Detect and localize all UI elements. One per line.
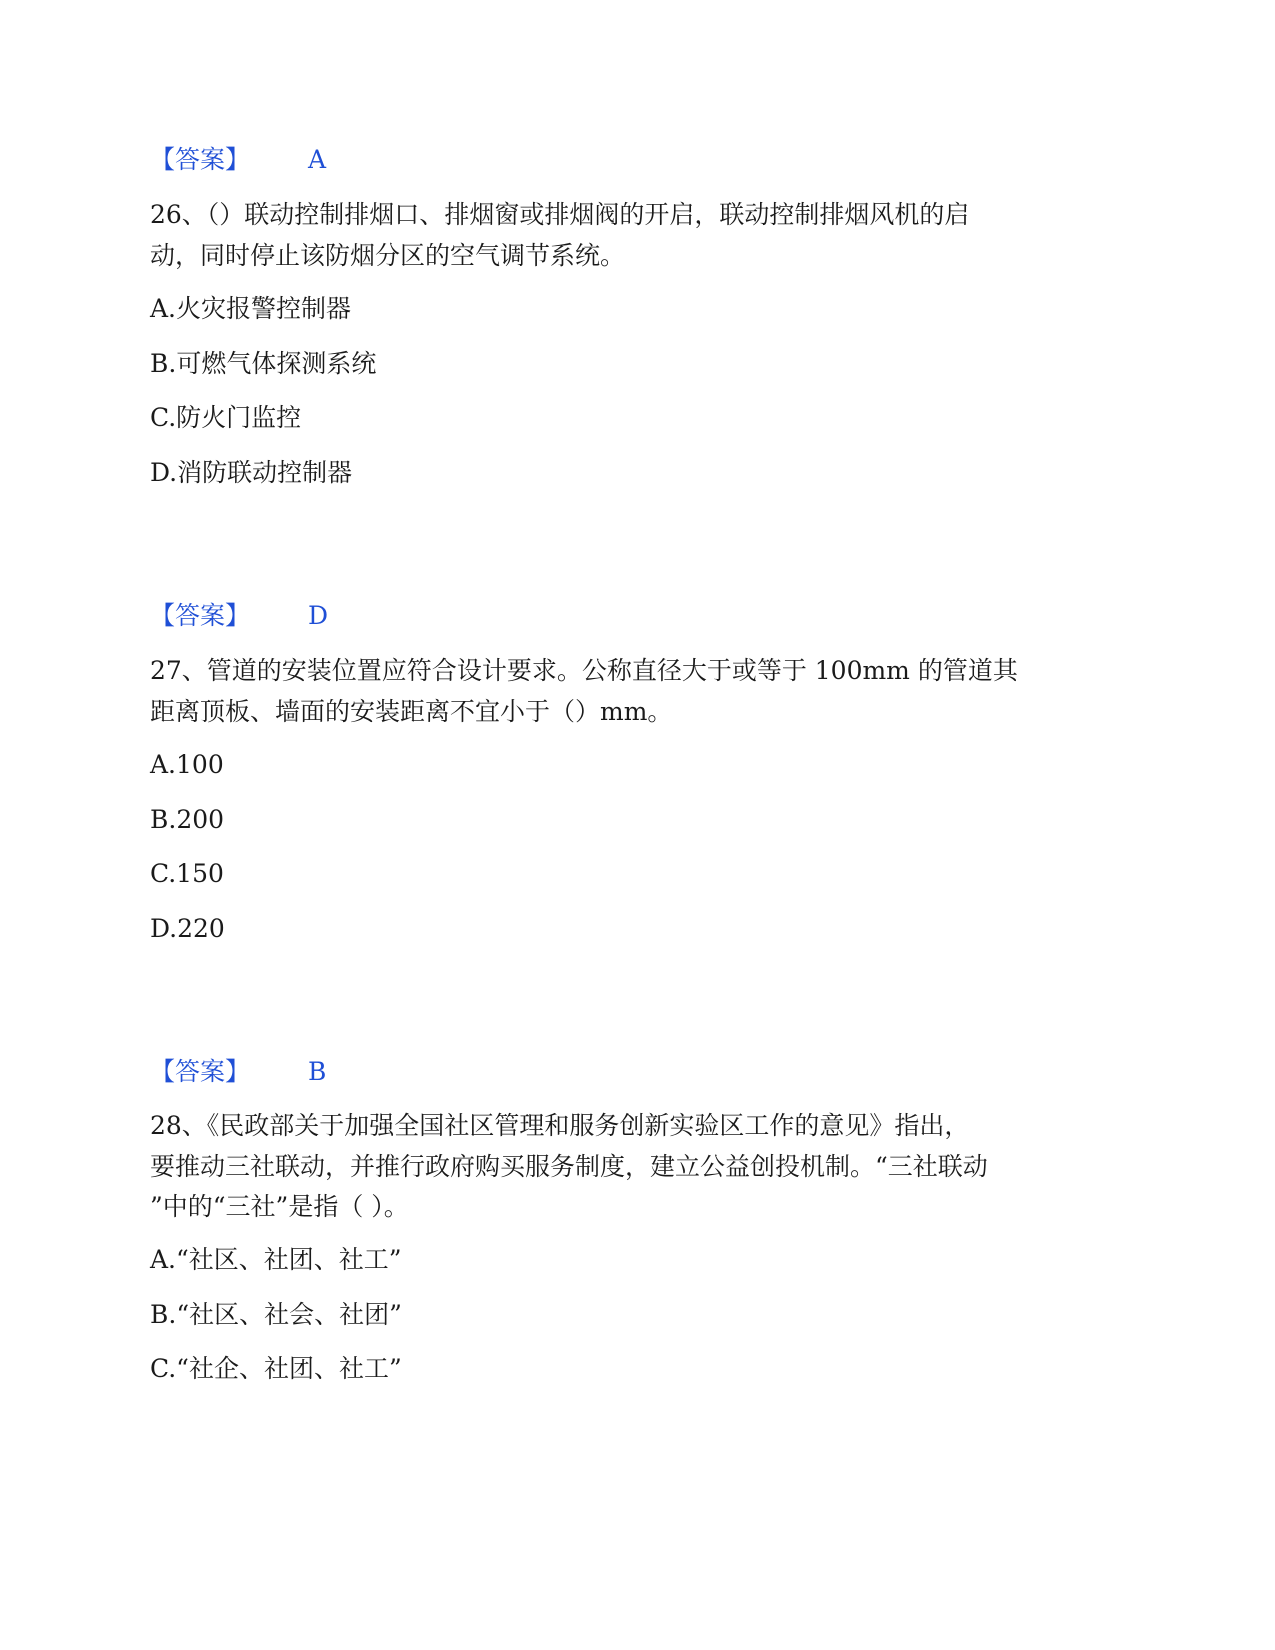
option-a: A.100 [150, 750, 224, 779]
option-b: B.可燃气体探测系统 [150, 349, 377, 378]
option-b: B.200 [150, 805, 225, 834]
question-text: ”中的“三社”是指（ ）。 [150, 1192, 409, 1221]
option-c: C.“社企、社团、社工” [150, 1354, 402, 1383]
answer-line [150, 140, 327, 180]
question-text: 26、（）联动控制排烟口、排烟窗或排烟阀的开启，联动控制排烟风机的启 [150, 200, 970, 229]
option-b: B.“社区、社会、社团” [150, 1300, 402, 1329]
option-d: D.消防联动控制器 [150, 458, 353, 487]
option-c: C.防火门监控 [150, 403, 302, 432]
question-text: 要推动三社联动，并推行政府购买服务制度，建立公益创投机制。“三社联动 [150, 1152, 988, 1181]
answer-label: 【答案】 [150, 145, 251, 174]
answer-line [150, 1052, 327, 1092]
question-text: 距离顶板、墙面的安装距离不宜小于（）mm。 [150, 697, 673, 726]
option-d: D.220 [150, 914, 225, 943]
option-a: A.“社区、社团、社工” [150, 1245, 402, 1274]
answer-value: D [308, 601, 329, 630]
option-c: C.150 [150, 859, 224, 888]
answer-label: 【答案】 [150, 1057, 251, 1086]
answer-value: A [308, 145, 327, 174]
question-text: 28、《民政部关于加强全国社区管理和服务创新实验区工作的意见》指出， [150, 1111, 970, 1140]
question-text: 27、管道的安装位置应符合设计要求。公称直径大于或等于 100mm 的管道其 [150, 656, 1018, 685]
option-a: A.火灾报警控制器 [150, 294, 352, 323]
answer-line [150, 596, 329, 636]
answer-value: B [308, 1057, 327, 1086]
answer-label: 【答案】 [150, 601, 251, 630]
question-text: 动，同时停止该防烟分区的空气调节系统。 [150, 241, 626, 270]
